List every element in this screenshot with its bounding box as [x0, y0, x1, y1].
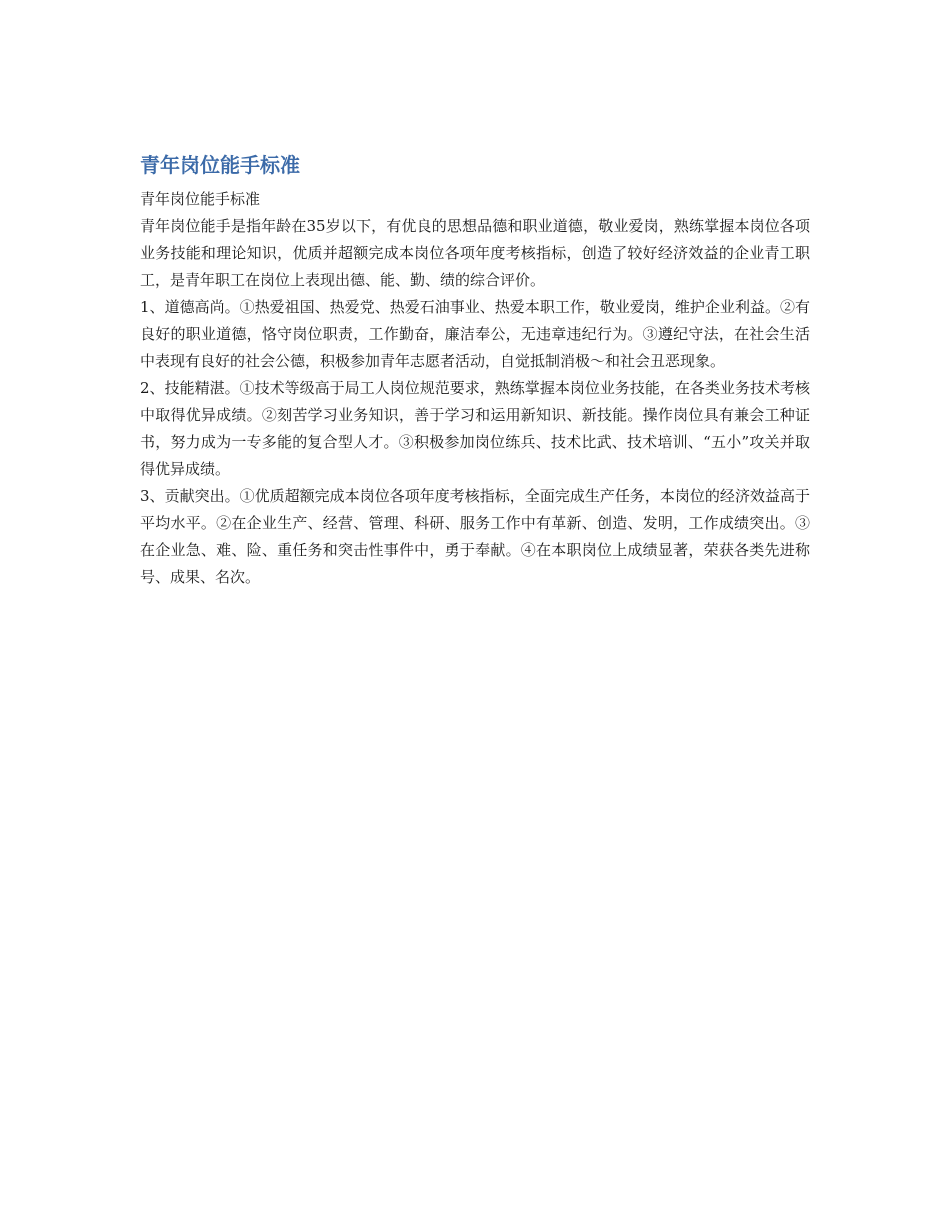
criterion-skills-paragraph: 2、技能精湛。①技术等级高于局工人岗位规范要求，熟练掌握本岗位业务技能，在各类业务技术考核中取得优异成绩。②刻苦学习业务知识，善于学习和运用新知识、新技能。操作岗位具有兼会工种证书，努力成为一专多能的复合型人才。③积极参加岗位练兵、技术比武、技术培训、“五小”攻关并取得优异成绩。: [140, 379, 810, 478]
document-page: [140, 150, 810, 591]
intro-paragraph: 青年岗位能手是指年龄在35岁以下，有优良的思想品德和职业道德，敬业爱岗，熟练掌握本岗位各项业务技能和理论知识，优质并超额完成本岗位各项年度考核指标，创造了较好经济效益的企业青工职工，是青年职工在岗位上表现出德、能、勤、绩的综合评价。: [140, 217, 810, 289]
document-subtitle: 青年岗位能手标准: [140, 190, 261, 208]
criterion-contribution-paragraph: 3、贡献突出。①优质超额完成本岗位各项年度考核指标，全面完成生产任务，本岗位的经济效益高于平均水平。②在企业生产、经营、管理、科研、服务工作中有革新、创造、发明，工作成绩突出。③在企业急、难、险、重任务和突击性事件中，勇于奉献。④在本职岗位上成绩显著，荣获各类先进称号、成果、名次。: [140, 487, 810, 586]
document-title: 青年岗位能手标准: [140, 153, 300, 177]
criterion-morality-paragraph: 1、道德高尚。①热爱祖国、热爱党、热爱石油事业、热爱本职工作，敬业爱岗，维护企业利益。②有良好的职业道德，恪守岗位职责，工作勤奋，廉洁奉公，无违章违纪行为。③遵纪守法，在社会生活中表现有良好的社会公德，积极参加青年志愿者活动，自觉抵制消极～和社会丑恶现象。: [140, 298, 810, 370]
